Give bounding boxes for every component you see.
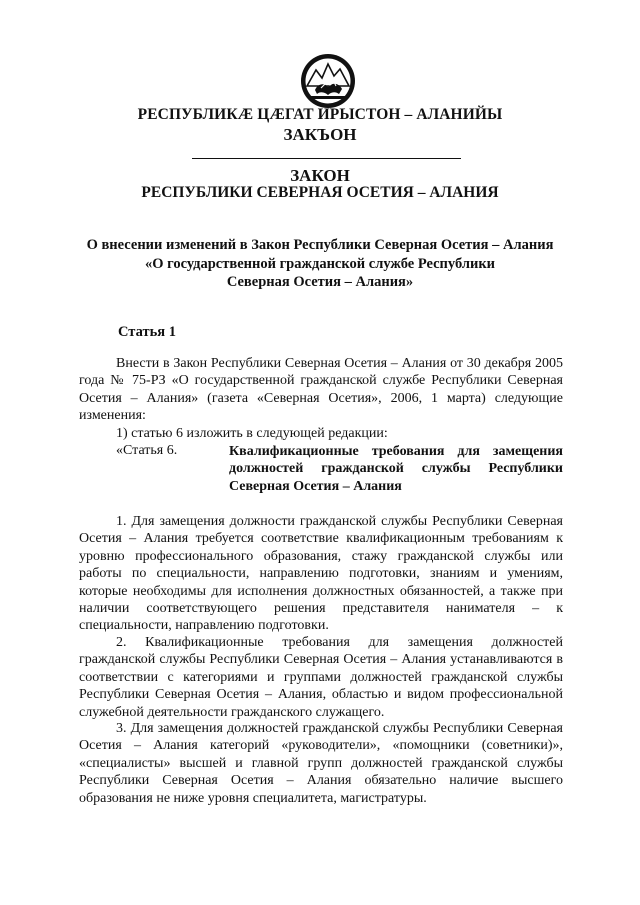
statute-article-label: «Статья 6. <box>116 443 178 458</box>
header-ossetian-republic: РЕСПУБЛИКӔ ЦӔГАТ ИРЫСТОН – АЛАНИЙЫ <box>137 106 503 123</box>
article-intro-paragraph: Внести в Закон Республики Северная Осетия – Алания от 30 декабря 2005 года № 75-РЗ «О государственной гражданской службе Республики Северная Осетия – Алания» (газета «Северная Осетия», 2006, 1 марта) следующие изменения: <box>79 356 563 424</box>
header-russian-republic: РЕСПУБЛИКИ СЕВЕРНАЯ ОСЕТИЯ – АЛАНИЯ <box>141 184 499 201</box>
statute-paragraph-3: 3. Для замещения должностей гражданской службы Республики Северная Осетия – Алания категорий «руководители», «помощники (советники)», «специалисты» высшей и главной групп должностей гражданской службы Республики Северная Осетия – Алания обязательно наличие высшего образования не ниже уровня специалитета, магистратуры. <box>79 721 563 806</box>
coat-of-arms-emblem <box>299 52 357 110</box>
statute-paragraph-1: 1. Для замещения должности гражданской службы Республики Северная Осетия – Алания требуется соответствие квалификационным требованиям к уровню профессионального образования, стажу гражданской службы или работы по специальности, направлению подготовки, знаниям и умениям, которые необходимы для исполнения должностных обязанностей, а также при наличии соответствующего решения представителя нанимателя – к специальности, направлению подготовки. <box>79 514 563 634</box>
amendment-item-1: 1) статью 6 изложить в следующей редакции: <box>116 426 388 441</box>
statute-article-heading: Квалификационные требования для замещения должностей гражданской службы Республики Северная Осетия – Алания <box>229 444 563 494</box>
law-title-line2: «О государственной гражданской службе Республики <box>144 256 496 272</box>
statute-paragraph-2: 2. Квалификационные требования для замещения должностей гражданской службы Республики Северная Осетия – Алания устанавливаются в соответствии с категориями и группами должностей гражданской службы Республики Северная Осетия – Алания, областью и видом профессиональной служебной деятельности гражданского служащего. <box>79 635 563 720</box>
law-title-line3: Северная Осетия – Алания» <box>226 274 414 290</box>
article-heading: Статья 1 <box>118 324 176 340</box>
header-divider <box>192 158 461 159</box>
header-ossetian-law: ЗАКЪОН <box>283 125 357 144</box>
law-title-line1: О внесении изменений в Закон Республики Северная Осетия – Алания <box>86 237 554 253</box>
header-russian-law: ЗАКОН <box>290 166 350 185</box>
